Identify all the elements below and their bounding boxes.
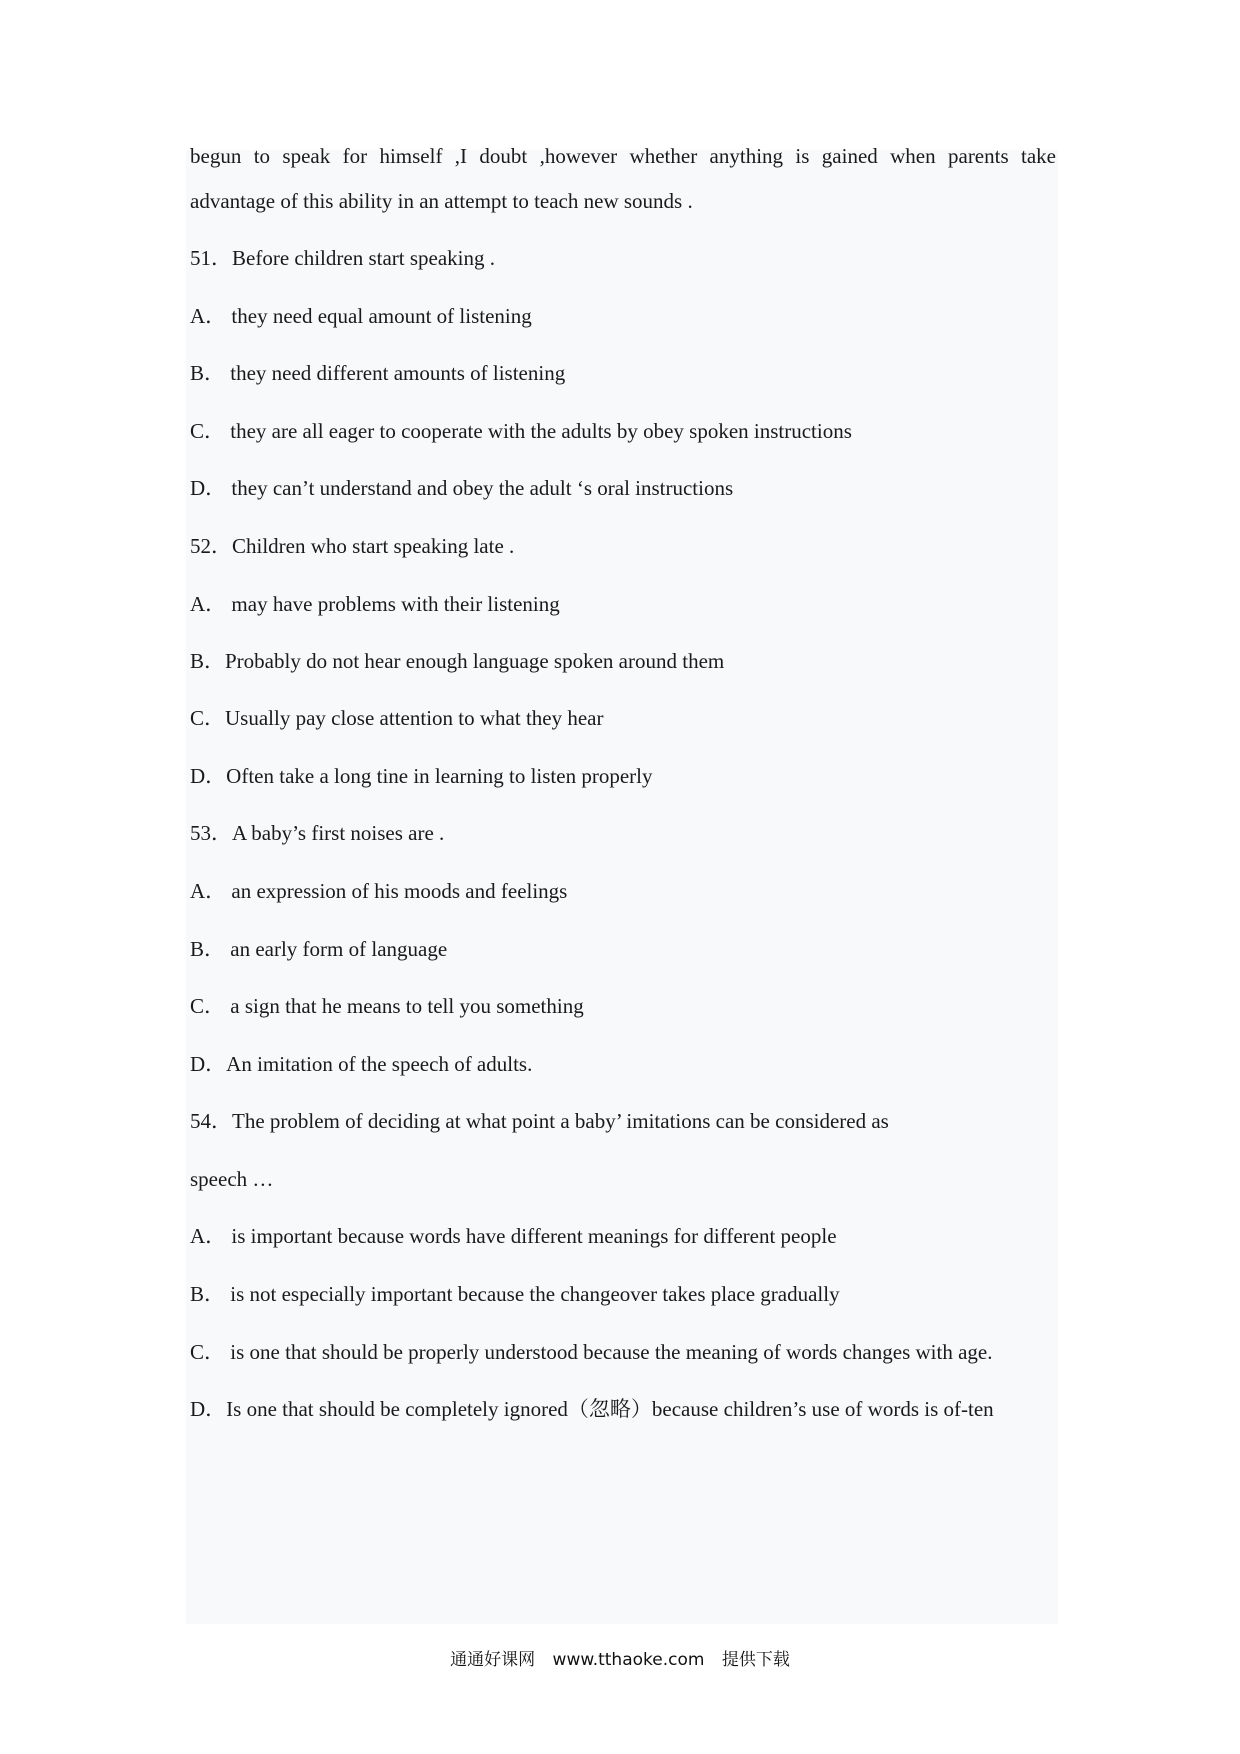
footer-url[interactable]: www.tthaoke.com <box>552 1650 705 1670</box>
question-51-option-c: C． they are all eager to cooperate with the adults by obey spoken instructions <box>190 419 852 443</box>
footer-site-name: 通通好课网 <box>450 1650 536 1670</box>
question-53-option-c: C． a sign that he means to tell you something <box>190 994 584 1018</box>
question-54-option-a: A． is important because words have different meanings for different people <box>190 1224 837 1248</box>
question-51-stem: 51．Before children start speaking . <box>190 246 495 270</box>
question-51-option-a: A． they need equal amount of listening <box>190 304 532 328</box>
question-53-option-d: D．An imitation of the speech of adults. <box>190 1052 533 1076</box>
passage-line-2: advantage of this ability in an attempt to teach new sounds . <box>190 189 693 213</box>
question-54-option-c: C． is one that should be properly understood because the meaning of words changes with age. <box>190 1340 993 1364</box>
question-53-stem: 53．A baby’s first noises are . <box>190 821 445 845</box>
question-51-option-d: D． they can’t understand and obey the adult ‘s oral instructions <box>190 476 734 500</box>
question-54-option-b: B． is not especially important because the changeover takes place gradually <box>190 1282 840 1306</box>
question-53-option-b: B． an early form of language <box>190 937 448 961</box>
footer-note: 提供下载 <box>721 1650 790 1670</box>
question-53-option-a: A． an expression of his moods and feelings <box>190 879 568 903</box>
question-52-stem: 52．Children who start speaking late . <box>190 534 515 558</box>
question-52-option-b: B．Probably do not hear enough language spoken around them <box>190 649 725 673</box>
passage-line-1: begun to speak for himself ,I doubt ,however whether anything is gained when parents take <box>190 144 1056 168</box>
question-51-option-b: B． they need different amounts of listening <box>190 361 566 385</box>
question-54-option-d: D．Is one that should be completely ignored（忽略）because children’s use of words is of-ten <box>190 1397 994 1421</box>
question-52-option-d: D．Often take a long tine in learning to listen properly <box>190 764 653 788</box>
question-54-stem: 54．The problem of deciding at what point a baby’ imitations can be considered as <box>190 1109 889 1133</box>
question-52-option-a: A． may have problems with their listening <box>190 592 560 616</box>
question-52-option-c: C．Usually pay close attention to what they hear <box>190 706 604 730</box>
question-54-stem-continued: speech … <box>190 1167 274 1191</box>
page-footer <box>0 1645 1240 1670</box>
